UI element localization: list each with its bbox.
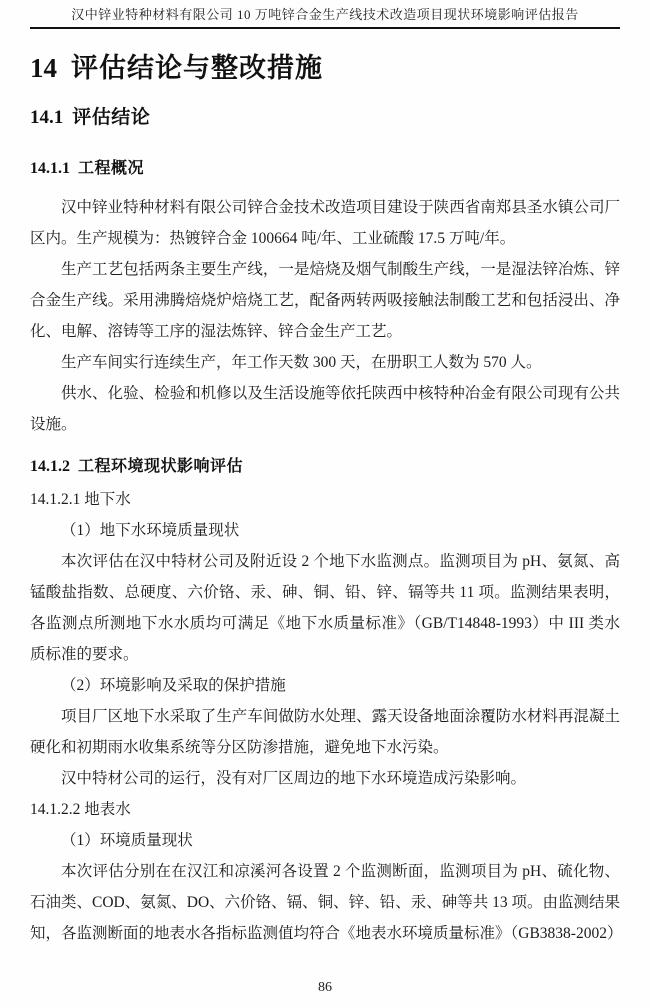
surface-water-heading: 14.1.2.2 地表水 [30, 801, 131, 818]
overview-paragraph-4: 供水、化验、检验和机修以及生活设施等依托陕西中核特种冶金有限公司现有公共设施。 [30, 385, 620, 433]
surface-water-paragraph-1: 本次评估分别在在汉江和凉溪河各设置 2 个监测断面，监测项目为 pH、硫化物、石油类、COD、氨氮、DO、六价铬、镉、铜、锌、铅、汞、砷等共 13 项。由监测结果知，各监测断面的地表水各指标监测值均符合《地表水环境质量标准》（GB3838-2002） [30, 863, 623, 942]
chapter-title: 评估结论与整改措施 [71, 53, 323, 83]
section-heading-14-1 [30, 105, 620, 131]
surface-water-item-1-label: （1）环境质量现状 [61, 832, 193, 849]
subsection-14-1-2-title: 工程环境现状影响评估 [78, 458, 244, 475]
overview-paragraph-2: 生产工艺包括两条主要生产线，一是焙烧及烟气制酸生产线，一是湿法锌冶炼、锌合金生产线。采用沸腾焙烧炉焙烧工艺，配备两转两吸接触法制酸工艺和包括浸出、净化、电解、溶铸等工序的湿法炼锌、锌合金生产工艺。 [30, 261, 620, 340]
section-14-1-number: 14.1 [30, 107, 64, 128]
overview-paragraph-1: 汉中锌业特种材料有限公司锌合金技术改造项目建设于陕西省南郑县圣水镇公司厂区内。生产规模为：热镀锌合金 100664 吨/年、工业硫酸 17.5 万吨/年。 [30, 199, 620, 247]
groundwater-paragraph-1: 本次评估在汉中特材公司及附近设 2 个地下水监测点。监测项目为 pH、氨氮、高锰酸盐指数、总硬度、六价铬、汞、砷、铜、铅、锌、镉等共 11 项。监测结果表明，各监测点所测地下水水质均可满足《地下水质量标准》（GB/T14848-1993）中 III 类水质标准的要求。 [30, 553, 620, 663]
subsection-heading-14-1-1 [30, 157, 620, 181]
subsection-heading-14-1-2 [30, 455, 620, 479]
groundwater-item-2-label: （2）环境影响及采取的保护措施 [61, 677, 286, 694]
overview-paragraph-3: 生产车间实行连续生产，年工作天数 300 天，在册职工人数为 570 人。 [61, 354, 542, 371]
subsection-14-1-1-number: 14.1.1 [30, 160, 70, 177]
subsection-14-1-1-title: 工程概况 [78, 160, 145, 177]
page-number: 86 [318, 980, 332, 995]
chapter-number: 14 [30, 53, 57, 83]
chapter-heading [30, 50, 620, 86]
section-14-1-title: 评估结论 [72, 107, 151, 128]
header-divider [30, 27, 620, 29]
subsection-14-1-2-number: 14.1.2 [30, 458, 70, 475]
groundwater-item-1-label: （1）地下水环境质量现状 [61, 522, 240, 539]
groundwater-paragraph-3: 汉中特材公司的运行，没有对厂区周边的地下水环境造成污染影响。 [61, 770, 527, 787]
groundwater-heading: 14.1.2.1 地下水 [30, 491, 131, 508]
running-header [30, 6, 620, 24]
running-header-title: 汉中锌业特种材料有限公司 10 万吨锌合金生产线技术改造项目现状环境影响评估报告 [71, 7, 579, 22]
groundwater-paragraph-2: 项目厂区地下水采取了生产车间做防水处理、露天设备地面涂覆防水材料再混凝土硬化和初期雨水收集系统等分区防渗措施，避免地下水污染。 [30, 708, 620, 756]
